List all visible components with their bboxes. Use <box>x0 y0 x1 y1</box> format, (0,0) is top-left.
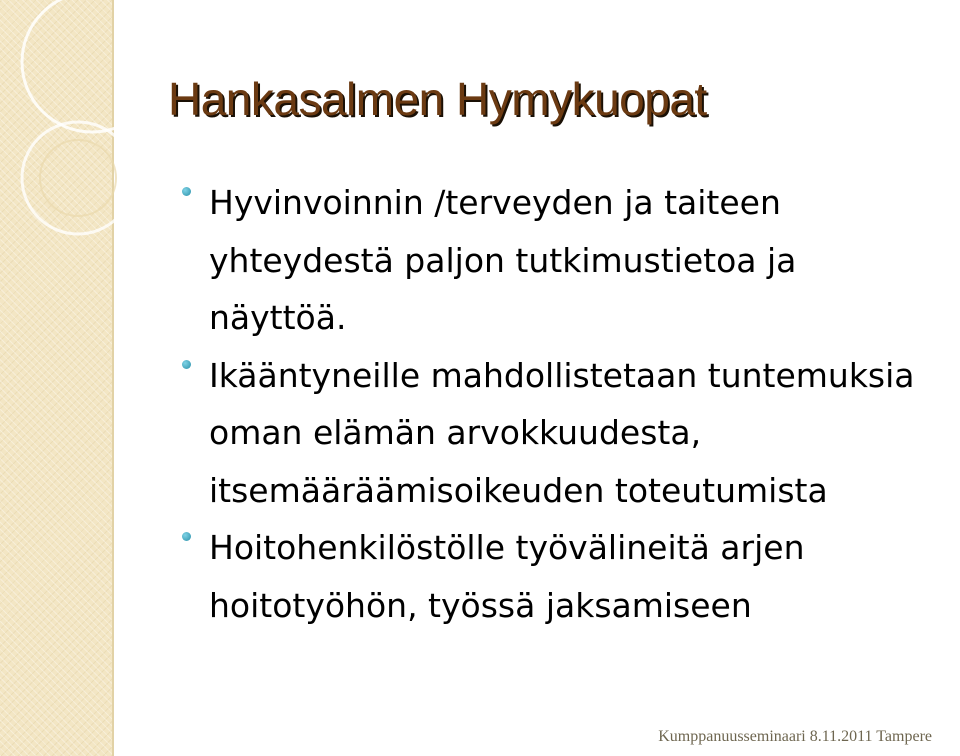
bullet-line: Hoitohenkilöstölle työvälineitä arjen <box>209 528 805 567</box>
bullet-line: hoitotyöhön, työssä jaksamiseen <box>209 585 752 625</box>
bullet-line: Hyvinvoinnin /terveyden ja taiteen <box>209 183 781 222</box>
bullet-item <box>178 174 958 347</box>
bullet-dot-icon <box>182 360 191 369</box>
slide-title: Hankasalmen Hymykuopat <box>168 73 707 125</box>
bullet-line: Ikääntyneille mahdollistetaan tuntemuksia <box>209 355 915 395</box>
decorative-circles <box>0 0 160 300</box>
bullet-list <box>178 174 958 634</box>
slide-footer: Kumppanuusseminaari 8.11.2011 Tampere <box>658 728 932 745</box>
bullet-item <box>178 347 958 520</box>
bullet-dot-icon <box>182 532 191 541</box>
bullet-item <box>178 519 958 634</box>
bullet-line: yhteydestä paljon tutkimustietoa ja <box>209 240 797 280</box>
bullet-dot-icon <box>182 187 191 196</box>
bullet-line: itsemääräämisoikeuden toteutumista <box>209 470 828 510</box>
bullet-line: näyttöä. <box>209 298 347 337</box>
bullet-line: oman elämän arvokkuudesta, <box>209 413 702 452</box>
